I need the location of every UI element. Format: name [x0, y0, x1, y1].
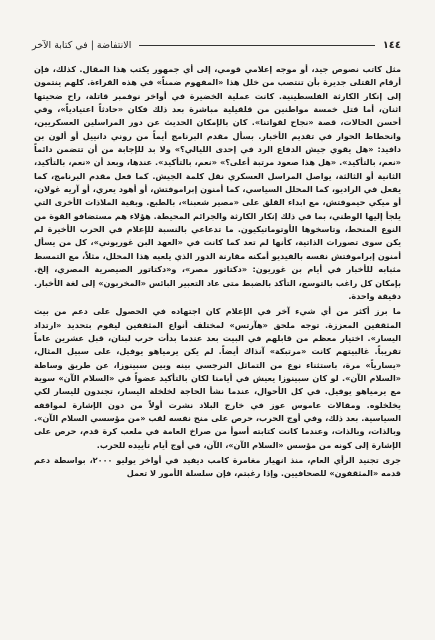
paragraph-2: ما برز أكثر من أي شيء آخر في الإعلام كان اجتهاده في الحصول على دعم من بيت المثقفين المعززة. توجه ملحق «هآرتس» لمختلف أنواع المثقفين ليقوم بتحديد «ارتداد اليسار». اختيار معظم من قابلهم في البيت بعد عندما بدأت حرب لبنان، قبل عشرين عاماً تقريباً. غالبيتهم كانت «مرتبكة» آنذاك أيضاً. لم يكن يرمياهو يوفيل، على سبيل المثال، «يسارياً» مرة، باستثناء نوع من التماثل النرجسي بينه وبين سبينوزا، عن طريق وساطة «السلام الآن». لو كان سبينوزا يعيش في أيامنا لكان بالتأكيد عضواً في «السلام الآن» سوية مع يرمياهو يوفيل. في كل الأحوال، عندما نشأ الحاجة لخلخلة اليسار، تجندون لليسار لكي يخلخلوه. ومقالات عاموس عوز في خارج البلاد نشرت أولاً من دون الإشارة لمواقفه السياسية. بعد ذلك، وفي أوج الحرب، حرص على منح نفسه لقب «من مؤسسي السلام الآن». وبالذات، وبالذات، وعندما كانت كتابته أسوأ من صراخ العامة في ملعب كرة قدم، حرص على الإشارة إلى كونه من مؤسس «السلام الآن»، الآن، في أوج أيام تأييده للحرب. [34, 306, 401, 450]
running-header [32, 36, 401, 54]
paragraph-1: مثل كاتب نصوص جيد، أو موجه إعلامي قومي، إلى أي جمهور يكتب هذا المقال. كذلك، فإن أرقام القتلى جديرة بأن تنتصب من خلل هذا «المفهوم ضمناً» في هذه القراءة. كلهم ينتمون إلى إنكار الكارثة الفلسطينية. كانت عملية الخضيرة في أواخر نوفمبر قاتلة، راح ضحيتها اثنان، أما قتل خمسة مواطنين من قلقيلية مباشرة بعد ذلك فكان «حادثاً اعتيادياً»، وفي أحسن الحالات، قصة «نجاح لقواتنا». كان بالإمكان الحديث عن دور المراسلين العسكريين، وانحطاط الحوار في تقديم الأخبار. بسأل مقدم البرنامج أيماً من روني دانييل أو ألون بن دافيد: «هل يقوي جيش الدفاع الرد في إحدى الليالي؟» ولا بد للإجابة من أن تتضمن دائماً «نعم، بالتأكيد». «هل هذا صعود مرتبة أعلى؟» «نعم، بالتأكيد». عندها، وبعد أن «نعم، بالتأكيد، الثانية أو الثالثة، يواصل المراسل العسكري نقل كلمة الجيش. كما فعل مقدم البرنامج، كما يفعل في الراديو، كما المحلل السياسي، كما أمنون إبراموفتش، أو أهود يعري، أو آريه غولان، أو ميكي حيموفتش، مع ابداء القلق على «مصير شعبنا»، بالطبع. وبقية الملاذات الأخرى التي يلجأ إليها الوطني، بما في ذلك إنكار الكارثة والجرائم المحيطة. هؤلاء هم مستضافو القوة من النوع المنحط، وتاسخوها الأوتوماتيكيون. ما تدعاعي بالنسبة للإعلام في الحرب الأخيرة لم يكن سوى تصورات الذاتية، كأنها لم تعد كما كانت في «العهد البن غوريوني»، كل من يسأل أمنون إبراموفتش نفسه بالفيديو أمكنه مقارنة الدور الذي يلعبه هذا المحلل، مثلاً، مع التمسط مثبابه للأخبار في أيام بن غوريون: «دكتاتور مصر»، و«دكتاتور الصيصرية المصري، إلخ. بإمكان كل راغب بالتوسع، التأكد بالضبط متى عاد التعبير البائس «المخربون» إلى لغة الأخبار. دقيقة واحدة. [34, 64, 401, 301]
page-number: ١٤٤ [382, 39, 401, 51]
header-rule [139, 45, 374, 46]
running-title: الانتفاضة | في كتابة الآخر [32, 39, 132, 51]
paragraph-3: جرى تجنيد الرأي العام، منذ انهيار مغامرة كامب ديفيد في أواخر يوليو ٢٠٠٠، بواسطة دعم قدمه «المثقفون» للصحافيين. وإذا رغبتم، فإن سلسلة الأمور لا تعمل [34, 454, 401, 479]
body-text [34, 63, 401, 483]
